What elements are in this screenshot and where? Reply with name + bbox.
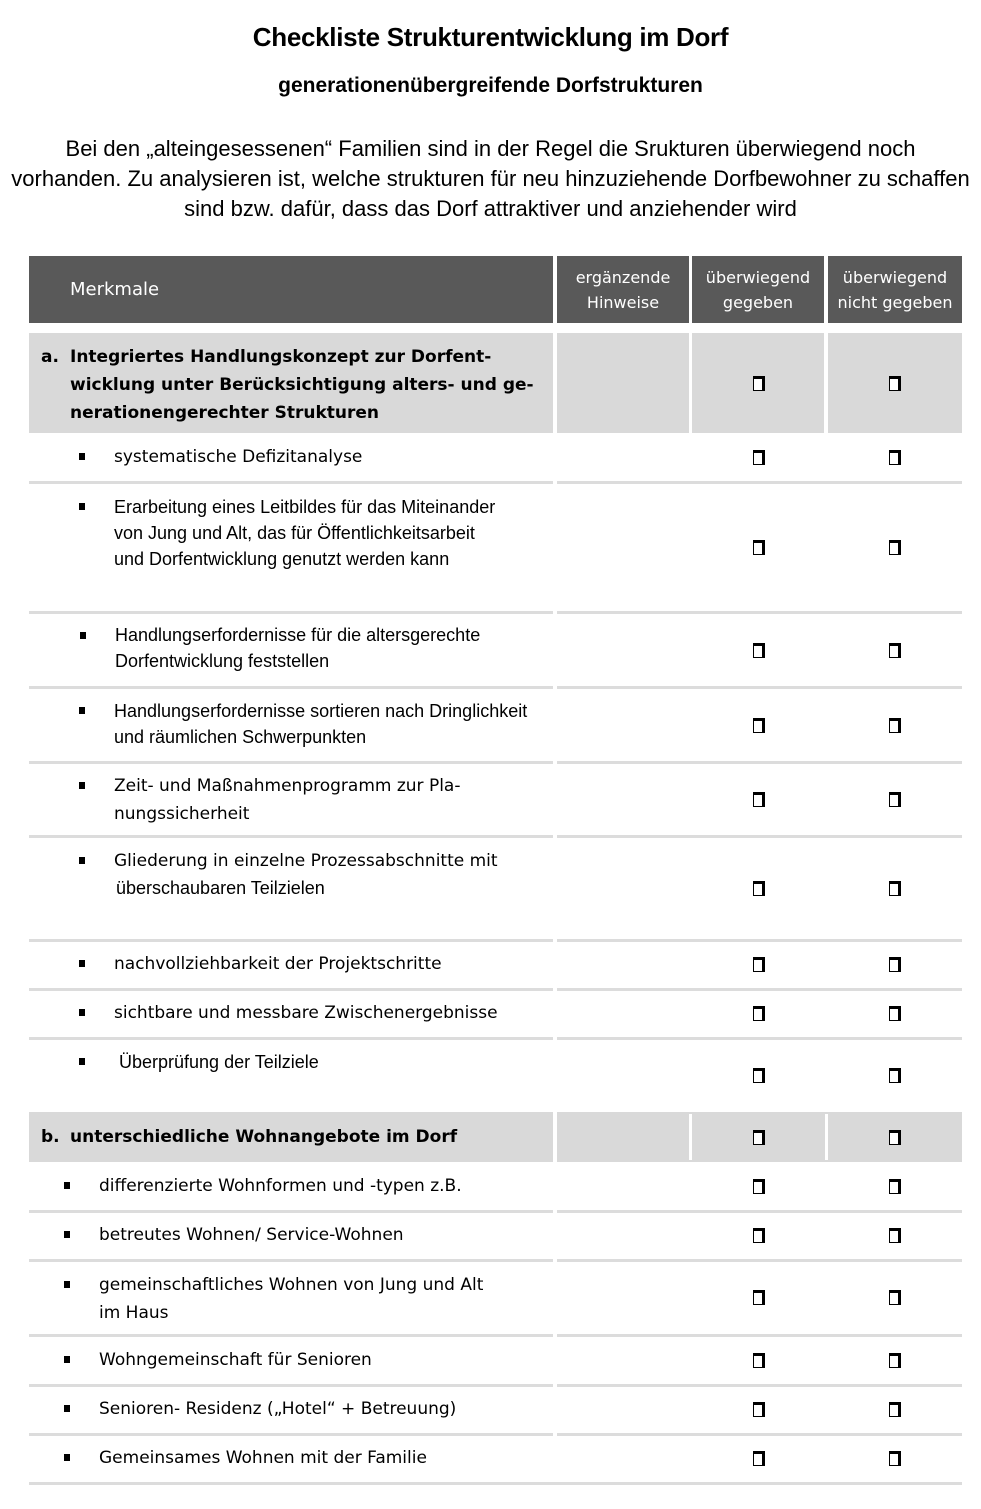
checkbox-icon[interactable] (889, 1068, 901, 1083)
item-label-line: und räumlichen Schwerpunkten (114, 727, 367, 747)
item-label: betreutes Wohnen/ Service-Wohnen (99, 1225, 404, 1245)
row-divider (29, 611, 553, 614)
row-divider (557, 1433, 962, 1436)
item-label-line: überschaubaren Teilzielen (116, 878, 325, 898)
bullet-icon (79, 1058, 85, 1065)
bullet-icon (79, 782, 85, 789)
row-divider (557, 939, 962, 942)
bullet-icon (79, 1009, 85, 1016)
column-separator (825, 1114, 828, 1160)
item-label-line: Erarbeitung eines Leitbildes für das Miteinander (114, 497, 496, 517)
row-divider (557, 988, 962, 991)
item-label-line: von Jung und Alt, das für Öffentlichkeitsarbeit (114, 523, 475, 543)
checkbox-icon[interactable] (889, 957, 901, 972)
checkbox-icon[interactable] (889, 1353, 901, 1368)
header-merkmale-label: Merkmale (70, 279, 160, 300)
item-label-line: Handlungserfordernisse sortieren nach Dringlichkeit (114, 701, 528, 721)
checkbox-icon[interactable] (753, 881, 765, 896)
row-divider (29, 1210, 553, 1213)
bullet-icon (64, 1356, 70, 1363)
checkbox-icon[interactable] (753, 1353, 765, 1368)
section-a-letter: a. (41, 347, 59, 367)
item-label: Gemeinsames Wohnen mit der Familie (99, 1448, 427, 1468)
checkbox-icon[interactable] (753, 540, 765, 555)
checkbox-icon[interactable] (753, 376, 765, 391)
row-divider (29, 481, 553, 484)
item-label-line: gemeinschaftliches Wohnen von Jung und Alt (99, 1275, 484, 1295)
header-nicht-gegeben-line1: überwiegend (842, 267, 948, 287)
section-b-title-cell (29, 1112, 553, 1162)
row-divider (557, 1037, 962, 1040)
section-b-title: unterschiedliche Wohnangebote im Dorf (70, 1127, 458, 1147)
item-label: nachvollziehbarkeit der Projektschritte (114, 954, 442, 974)
checkbox-icon[interactable] (753, 643, 765, 658)
section-a-title-line: wicklung unter Berücksichtigung alters- und ge- (70, 375, 534, 395)
checkbox-icon[interactable] (889, 1290, 901, 1305)
row-divider (557, 686, 962, 689)
checkbox-icon[interactable] (889, 450, 901, 465)
checkbox-icon[interactable] (753, 718, 765, 733)
bullet-icon (79, 960, 85, 967)
item-label: sichtbare und messbare Zwischenergebnisse (114, 1003, 498, 1023)
section-a-hinweise-cell[interactable] (557, 333, 689, 433)
document-title: Checkliste Strukturentwicklung im Dorf (252, 22, 729, 52)
header-gegeben (692, 256, 824, 323)
row-divider (557, 1259, 962, 1262)
checkbox-icon[interactable] (889, 376, 901, 391)
bullet-icon (64, 1405, 70, 1412)
row-divider (557, 611, 962, 614)
checkbox-icon[interactable] (753, 1006, 765, 1021)
checkbox-icon[interactable] (889, 1179, 901, 1194)
checkbox-icon[interactable] (753, 957, 765, 972)
item-label: Überprüfung der Teilziele (119, 1052, 319, 1072)
header-hinweise (557, 256, 689, 323)
checkbox-icon[interactable] (753, 1228, 765, 1243)
row-divider (29, 1037, 553, 1040)
header-nicht-gegeben-line2: nicht gegeben (837, 292, 953, 312)
bullet-icon (64, 1231, 70, 1238)
row-divider (29, 761, 553, 764)
item-label-line: im Haus (99, 1303, 169, 1323)
row-divider (29, 835, 553, 838)
item-label: systematische Defizitanalyse (114, 447, 363, 467)
checkbox-icon[interactable] (889, 1402, 901, 1417)
checkbox-icon[interactable] (753, 450, 765, 465)
bullet-icon (64, 1182, 70, 1189)
section-a-title-line: nerationengerechter Strukturen (70, 403, 380, 423)
item-label: Wohngemeinschaft für Senioren (99, 1350, 372, 1370)
checkbox-icon[interactable] (753, 1179, 765, 1194)
bullet-icon (79, 707, 85, 714)
item-label-line: nungssicherheit (114, 804, 250, 824)
intro-paragraph: Bei den „alteingesessenen“ Familien sind in der Regel die Srukturen überwiegend noch vorhanden. Zu analysieren ist, welche strukturen für neu hinzuziehende Dorfbewohner zu schaffen sind bzw. dafür, dass das Dorf attraktiver und anziehender wird (11, 136, 970, 221)
bullet-icon (64, 1454, 70, 1461)
row-divider (29, 686, 553, 689)
bullet-icon (79, 857, 85, 864)
item-label-line: Gliederung in einzelne Prozessabschnitte mit (114, 851, 498, 871)
section-a-title-cell (29, 333, 553, 433)
header-merkmale (29, 256, 553, 323)
checkbox-icon[interactable] (889, 1130, 901, 1145)
item-label-line: Handlungserfordernisse für die altersgerechte (115, 625, 481, 645)
row-divider (29, 1482, 962, 1485)
section-a-title-line: Integriertes Handlungskonzept zur Dorfent- (70, 347, 492, 367)
row-divider (29, 1334, 553, 1337)
row-divider (557, 1210, 962, 1213)
row-divider (29, 939, 553, 942)
document-subtitle: generationenübergreifende Dorfstrukturen (278, 74, 703, 97)
checkbox-icon[interactable] (753, 792, 765, 807)
item-label: differenzierte Wohnformen und -typen z.B. (99, 1176, 462, 1196)
item-label: Senioren- Residenz („Hotel“ + Betreuung) (99, 1399, 457, 1419)
header-gegeben-line1: überwiegend (705, 267, 811, 287)
checkbox-icon[interactable] (753, 1068, 765, 1083)
item-label-line: Dorfentwicklung feststellen (115, 651, 330, 671)
row-divider (29, 1433, 553, 1436)
checkbox-icon[interactable] (889, 792, 901, 807)
bullet-icon (80, 632, 86, 639)
row-divider (557, 481, 962, 484)
row-divider (29, 988, 553, 991)
checkbox-icon[interactable] (753, 1290, 765, 1305)
row-divider (29, 1384, 553, 1387)
row-divider (557, 1384, 962, 1387)
row-divider (29, 1259, 553, 1262)
bullet-icon (79, 453, 85, 460)
checkbox-icon[interactable] (889, 881, 901, 896)
bullet-icon (64, 1281, 70, 1288)
checkbox-icon[interactable] (889, 1451, 901, 1466)
checkbox-icon[interactable] (753, 1451, 765, 1466)
bullet-icon (79, 503, 85, 510)
header-nicht-gegeben (828, 256, 962, 323)
checkbox-icon[interactable] (753, 1402, 765, 1417)
row-divider (557, 835, 962, 838)
checkbox-icon[interactable] (889, 540, 901, 555)
checkbox-icon[interactable] (889, 1228, 901, 1243)
checkbox-icon[interactable] (889, 643, 901, 658)
column-separator (689, 1114, 692, 1160)
header-hinweise-line1: ergänzende (575, 267, 671, 287)
checkbox-icon[interactable] (889, 1006, 901, 1021)
checkbox-icon[interactable] (889, 718, 901, 733)
header-gegeben-line2: gegeben (722, 292, 794, 312)
header-hinweise-line2: Hinweise (586, 292, 660, 312)
row-divider (557, 1334, 962, 1337)
checkbox-icon[interactable] (753, 1130, 765, 1145)
item-label-line: und Dorfentwicklung genutzt werden kann (114, 549, 450, 569)
row-divider (557, 761, 962, 764)
item-label-line: Zeit- und Maßnahmenprogramm zur Pla- (114, 776, 461, 796)
section-b-letter: b. (41, 1127, 60, 1147)
